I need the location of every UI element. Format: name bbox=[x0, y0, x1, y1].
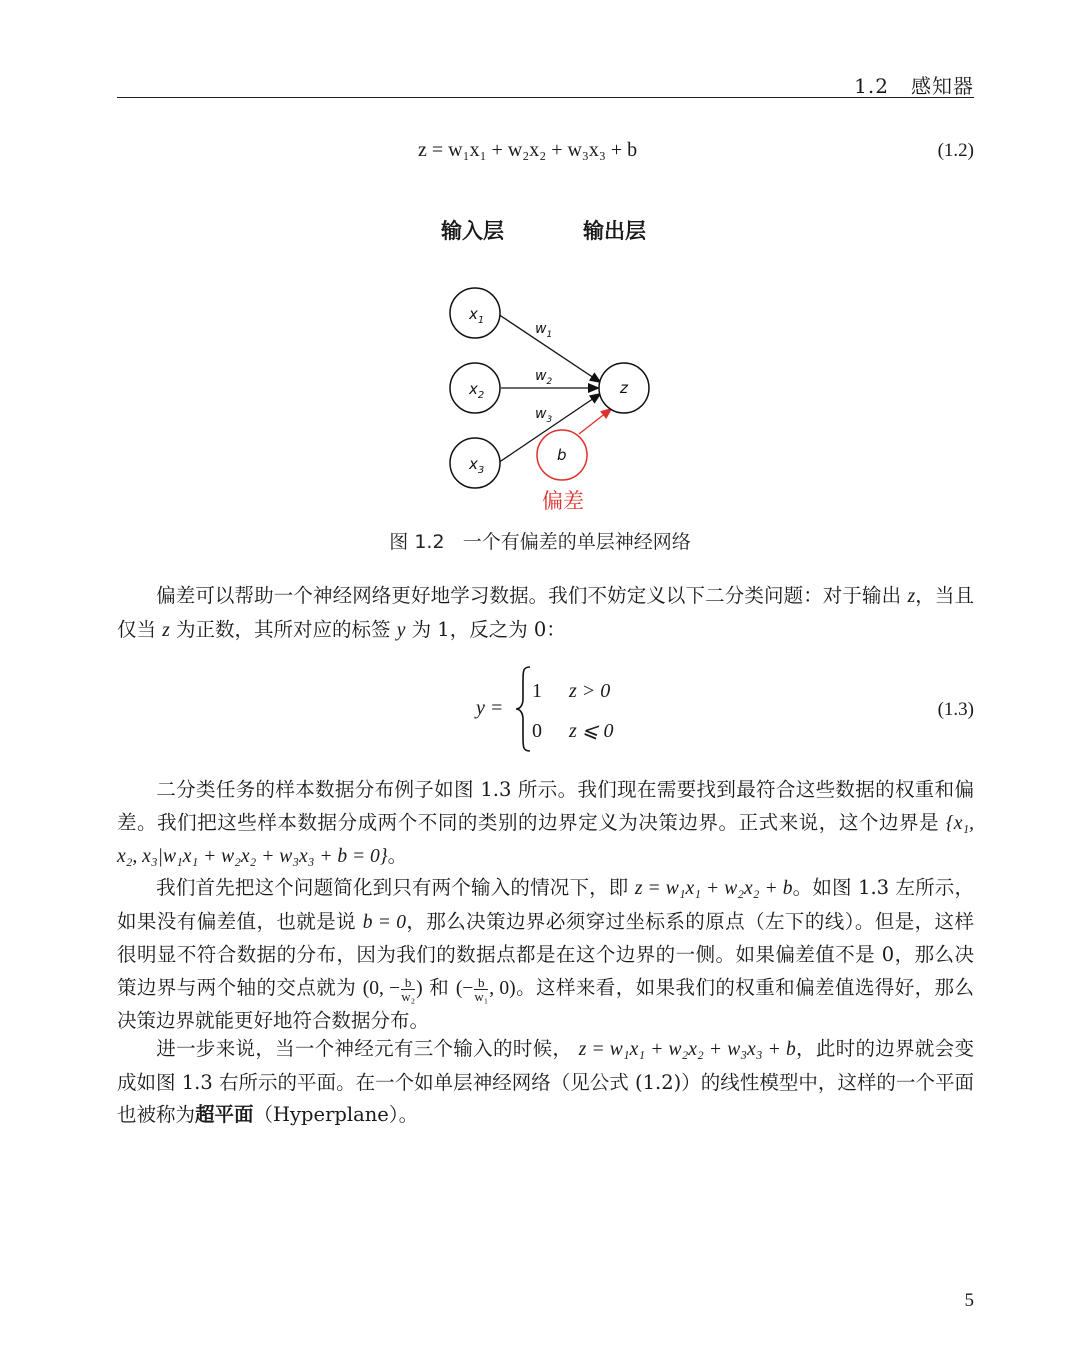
edge-x1-z bbox=[498, 314, 600, 382]
node-z-label: z bbox=[620, 379, 628, 397]
p2-end: 。 bbox=[387, 844, 408, 867]
output-layer-label: 输出层 bbox=[583, 219, 646, 243]
eq13-case1-value: 1 bbox=[532, 680, 542, 702]
node-x2-label: $x_2$ bbox=[469, 380, 485, 401]
p3-frac-1 bbox=[401, 976, 415, 1003]
p1-var-z: z bbox=[907, 586, 916, 607]
p3-frac-2-den: w₁ bbox=[474, 988, 489, 1004]
p1-text-2: ，当且仅当 bbox=[117, 584, 974, 641]
edge-b-z bbox=[579, 409, 611, 434]
p3-b-zero: b = 0 bbox=[362, 911, 406, 933]
p3-intercept-1-close: ) bbox=[416, 977, 423, 999]
p1-text-1: 偏差可以帮助一个神经网络更好地学习数据。我们不妨定义以下二分类问题：对于输出 bbox=[156, 584, 902, 607]
p3-frac-1-num: b bbox=[401, 976, 415, 990]
weight-w2-label: $w_2$ bbox=[535, 368, 553, 387]
eq13-case1-condition: z > 0 bbox=[569, 680, 611, 702]
header-section: 1.2 bbox=[854, 74, 889, 98]
p3-frac-2-num: b bbox=[474, 976, 488, 990]
p1-var-z-2: z bbox=[162, 619, 170, 641]
eq13-case2-condition: z ⩽ 0 bbox=[569, 720, 614, 742]
p2-text-1: 二分类任务的样本数据分布例子如图 1.3 所示。我们现在需要找到最符合这些数据的权重和偏差。我们把这些样本数据分成两个不同的类别的边界定义为决策边界。正式来说，这个边界是 bbox=[117, 778, 974, 834]
p3-text-3: ，那么决策边界必须穿过坐标系的原点（左下的线）。但是，这样很明显不符合数据的分布，因为我们的数据点都是在这个边界的一侧。如果偏差值不是 0，那么决策边界与两个轴的交点就为 bbox=[117, 909, 974, 999]
equation-1-3-case-2 bbox=[532, 718, 614, 743]
p1-text-3: 为正数，其所对应的标签 bbox=[176, 617, 391, 641]
p1-var-y: y bbox=[396, 619, 406, 641]
weight-w3-label: $w_3$ bbox=[535, 406, 553, 425]
paragraph-2 bbox=[117, 774, 974, 874]
figure-caption bbox=[0, 527, 1080, 554]
network-diagram bbox=[0, 0, 1080, 520]
header-title: 感知器 bbox=[911, 74, 974, 98]
p4-text-2: ，此时的边界就会变成如图 1.3 右所示的平面。在一个如单层神经网络（见公式 (1.2)）的线性模型中，这样的一个平面也被称为 bbox=[117, 1037, 974, 1126]
node-x1-label: $x_1$ bbox=[469, 305, 485, 326]
figure-caption-number: 图 1.2 bbox=[389, 531, 445, 553]
p3-equation: z = w₁x₁ + w₂x₂ + b bbox=[634, 878, 793, 899]
p3-frac-1-den: w₂ bbox=[401, 988, 416, 1004]
equation-1-3-lhs bbox=[476, 697, 503, 720]
p4-text-1: 进一步来说，当一个神经元有三个输入的时候， bbox=[156, 1037, 573, 1060]
p3-text-1: 我们首先把这个问题简化到只有两个输入的情况下，即 bbox=[156, 876, 629, 899]
p1-text-4: 为 1，反之为 0： bbox=[411, 617, 566, 641]
p4-equation: z = w₁x₁ + w₂x₂ + w₃x₃ + b bbox=[578, 1039, 796, 1060]
p3-intercept-2 bbox=[455, 974, 516, 1004]
paragraph-4 bbox=[117, 1033, 974, 1132]
p3-text-4: 。这样来看，如果我们的权重和偏差值选得好，那么决策边界就能更好地符合数据分布。 bbox=[117, 975, 974, 1032]
p4-term-hyperplane: 超平面 bbox=[195, 1103, 254, 1126]
p2-decision-set: {x₁, x₂, x₃|w₁x₁ + w₂x₂ + w₃x₃ + b = 0} bbox=[117, 812, 974, 867]
node-x3-label: $x_3$ bbox=[469, 455, 485, 476]
eq13-lhs: y = bbox=[476, 697, 504, 719]
equation-1-3-brace bbox=[514, 665, 534, 753]
eq13-case2-value: 0 bbox=[532, 720, 542, 742]
paragraph-1 bbox=[117, 580, 974, 647]
page-number: 5 bbox=[964, 1290, 974, 1311]
p3-intercept-2-close: , 0) bbox=[489, 977, 516, 999]
p3-text-2: 。如图 1.3 左所示，如果没有偏差值，也就是说 bbox=[117, 876, 974, 933]
figure-caption-text: 一个有偏差的单层神经网络 bbox=[462, 531, 691, 553]
equation-1-3-case-1 bbox=[532, 680, 610, 703]
p3-intercept-2-open: (− bbox=[455, 977, 474, 999]
p3-intercept-1 bbox=[362, 974, 423, 1004]
equation-1-3-number: (1.3) bbox=[937, 699, 974, 720]
bias-label: 偏差 bbox=[542, 489, 584, 513]
p3-intercept-1-open: (0, − bbox=[362, 977, 401, 999]
p3-frac-2 bbox=[474, 976, 488, 1003]
equation-1-2: z = w₁x₁ + w₂x₂ + w₃x₃ + b bbox=[418, 139, 638, 161]
paragraph-3 bbox=[117, 872, 974, 1038]
weight-w1-label: $w_1$ bbox=[535, 321, 553, 340]
node-b-label: b bbox=[557, 446, 567, 464]
equation-1-2-number: (1.2) bbox=[937, 140, 974, 161]
p3-and: 和 bbox=[429, 975, 450, 999]
input-layer-label: 输入层 bbox=[441, 219, 504, 243]
p4-text-3: （Hyperplane）。 bbox=[253, 1103, 419, 1126]
